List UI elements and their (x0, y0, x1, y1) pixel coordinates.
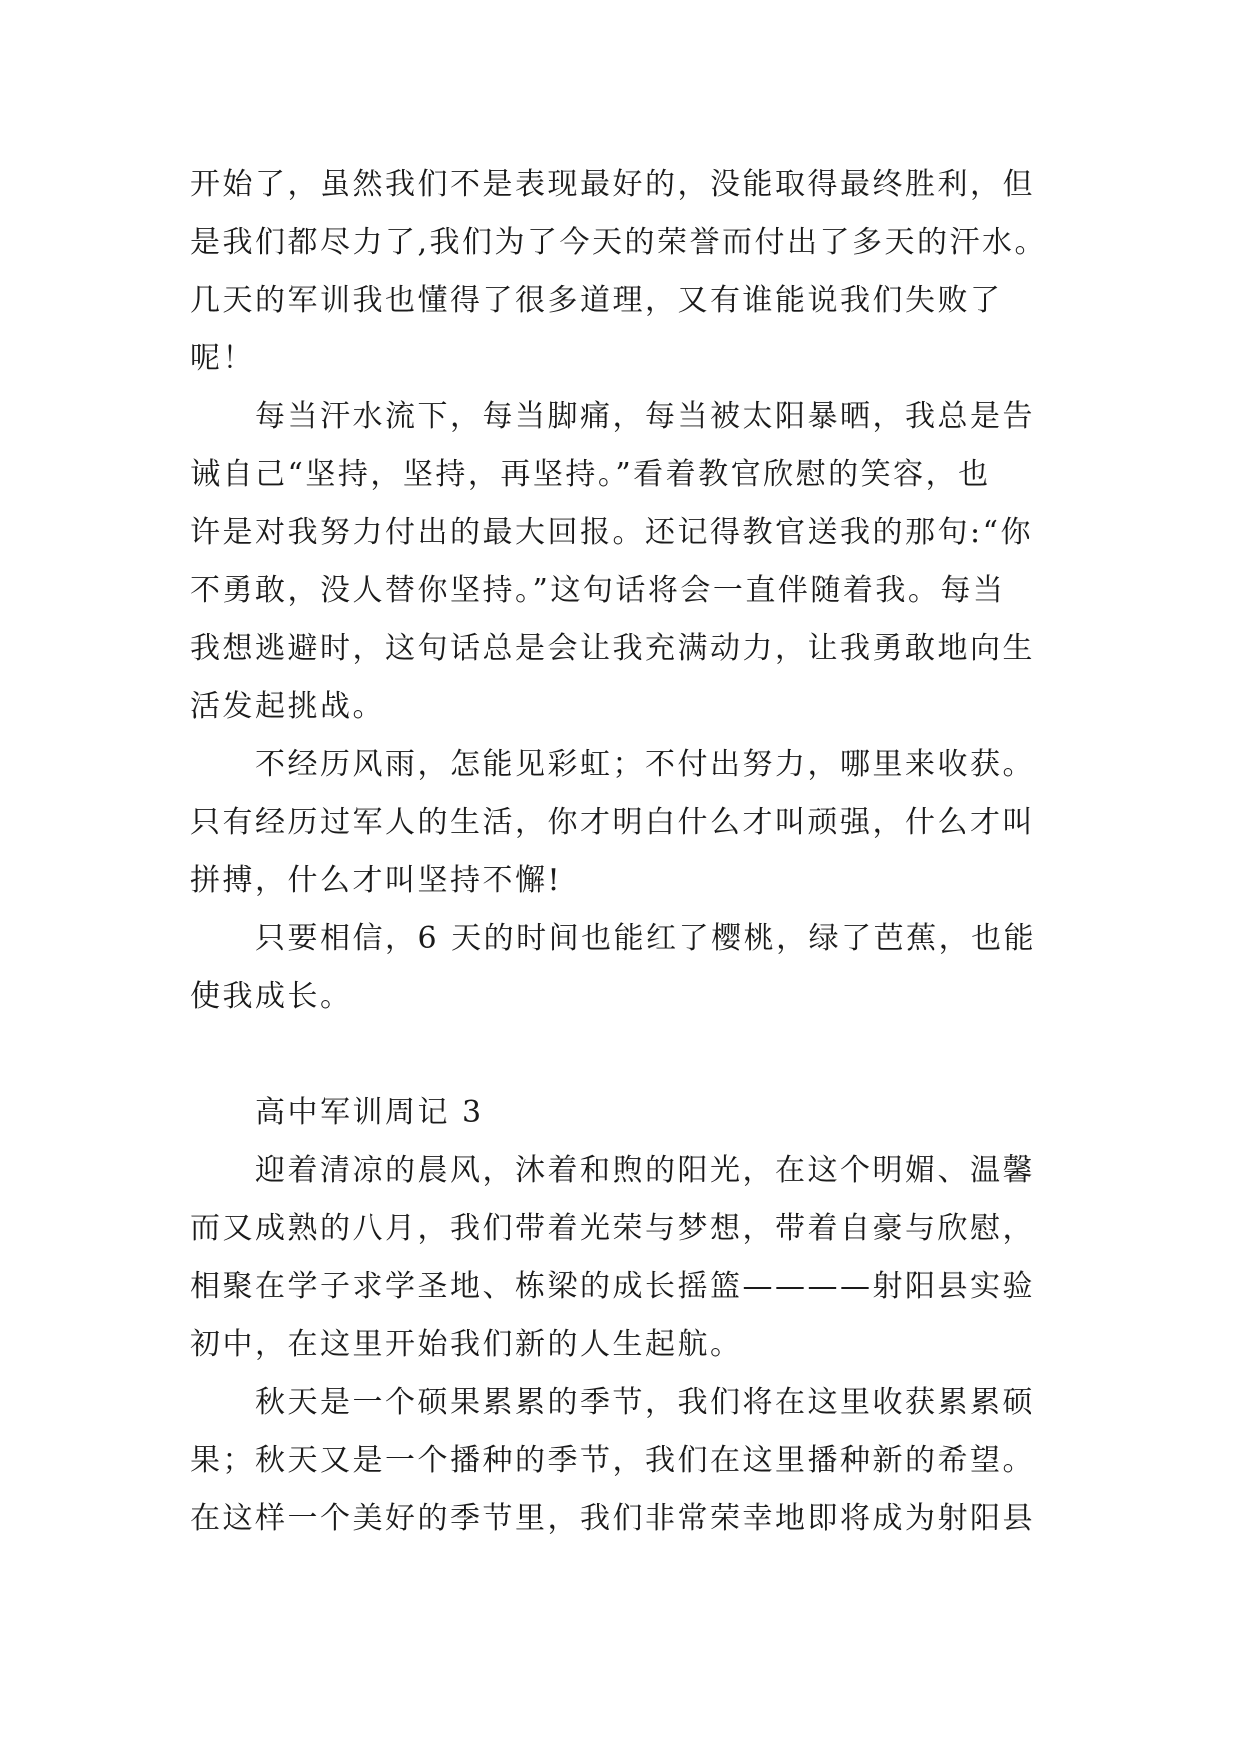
text-line: 拼搏，什么才叫坚持不懈! (190, 863, 563, 898)
text-line: 几天的军训我也懂得了很多道理，又有谁能说我们失败了 (190, 283, 1003, 318)
text-line: 在这样一个美好的季节里，我们非常荣幸地即将成为射阳县 (190, 1501, 1035, 1536)
paragraph-start: 只要相信，6 天的时间也能红了樱桃，绿了芭蕉，也能 (255, 921, 1037, 956)
text-line: 相聚在学子求学圣地、栋梁的成长摇篮————射阳县实验 (190, 1269, 1035, 1304)
text-line: 许是对我努力付出的最大回报。还记得教官送我的那句:“你 (190, 515, 1033, 550)
section-heading: 高中军训周记 3 (255, 1095, 484, 1130)
paragraph-start: 每当汗水流下，每当脚痛，每当被太阳暴晒，我总是告 (255, 399, 1035, 434)
paragraph-start: 迎着清凉的晨风，沐着和煦的阳光，在这个明媚、温馨 (255, 1153, 1035, 1188)
text-line: 诫自己“坚持，坚持，再坚持。”看着教官欣慰的笑容，也 (190, 457, 991, 492)
text-line: 不勇敢，没人替你坚持。”这句话将会一直伴随着我。每当 (190, 573, 1006, 608)
text-line: 开始了，虽然我们不是表现最好的，没能取得最终胜利，但 (190, 167, 1035, 202)
text-line: 只有经历过军人的生活，你才明白什么才叫顽强，什么才叫 (190, 805, 1035, 840)
text-line: 活发起挑战。 (190, 689, 385, 724)
text-line: 我想逃避时，这句话总是会让我充满动力，让我勇敢地向生 (190, 631, 1035, 666)
paragraph-start: 秋天是一个硕果累累的季节，我们将在这里收获累累硕 (255, 1385, 1035, 1420)
text-line: 使我成长。 (190, 979, 353, 1014)
text-line: 果；秋天又是一个播种的季节，我们在这里播种新的希望。 (190, 1443, 1035, 1478)
text-line: 呢！ (190, 341, 255, 376)
text-line: 初中，在这里开始我们新的人生起航。 (190, 1327, 743, 1362)
paragraph-start: 不经历风雨，怎能见彩虹；不付出努力，哪里来收获。 (255, 747, 1035, 782)
text-line: 是我们都尽力了,我们为了今天的荣誉而付出了多天的汗水。 (190, 225, 1048, 260)
text-line: 而又成熟的八月，我们带着光荣与梦想，带着自豪与欣慰， (190, 1211, 1035, 1246)
